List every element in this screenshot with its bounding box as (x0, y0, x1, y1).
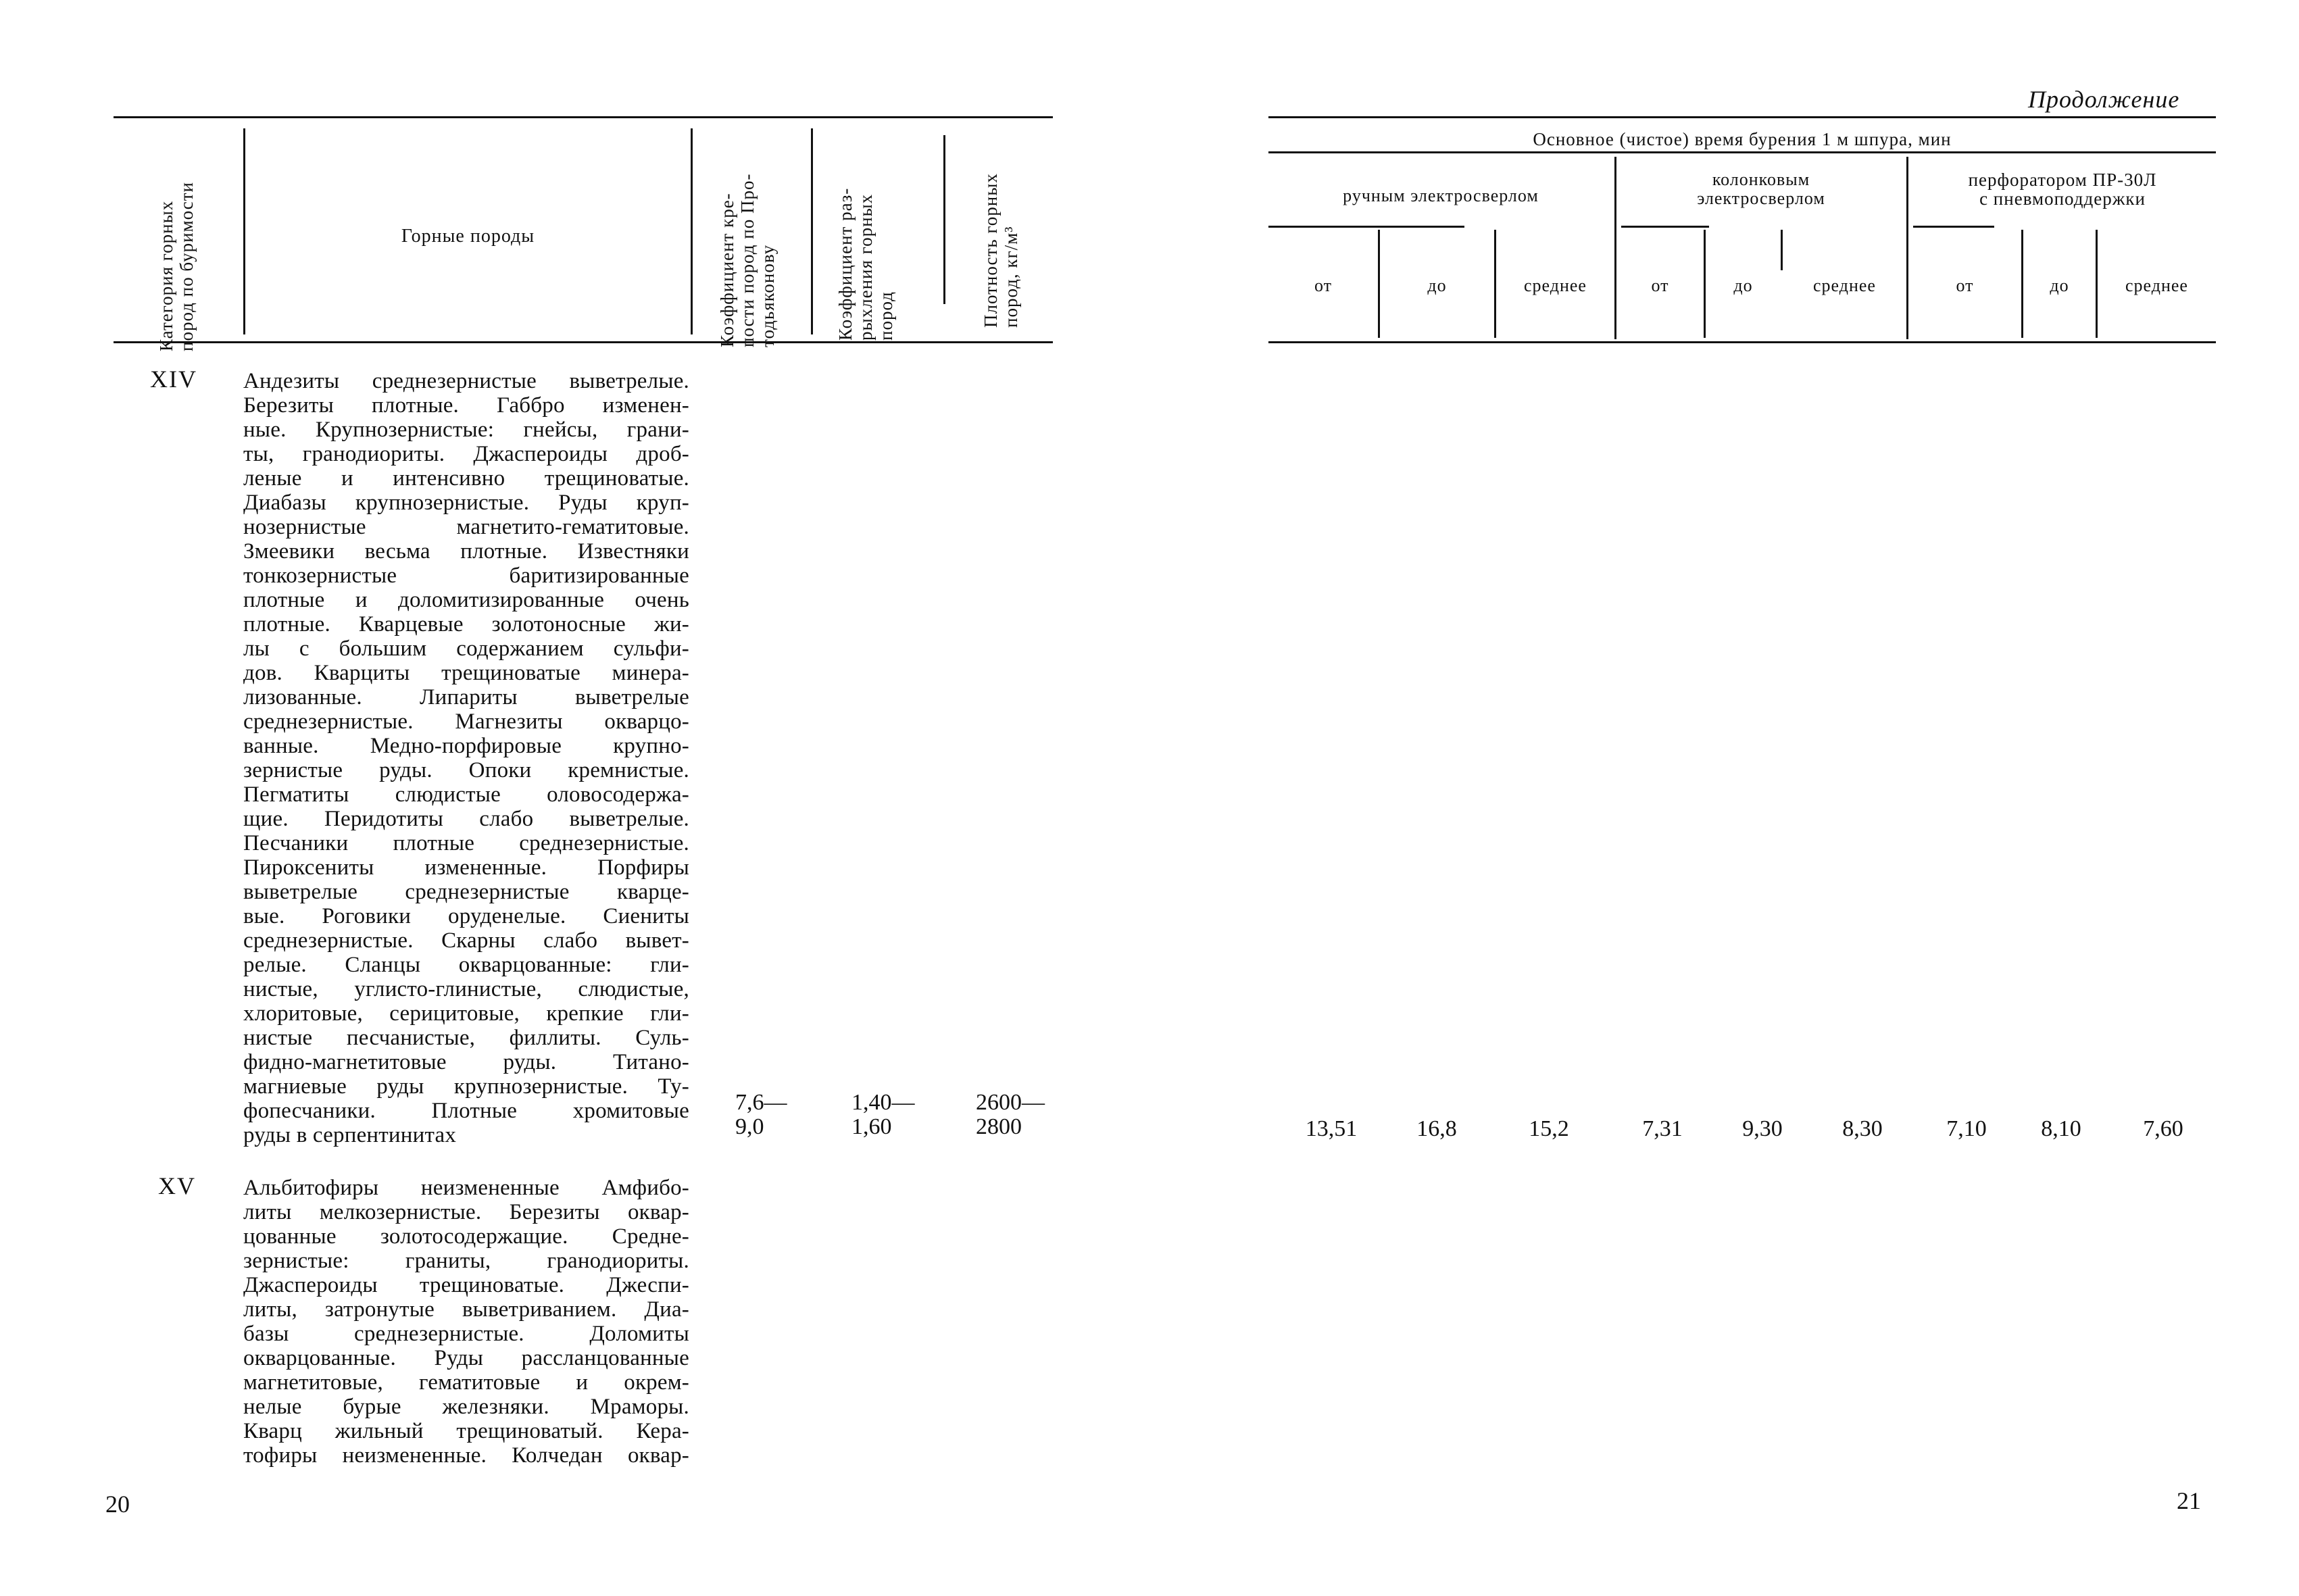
header-density-line: пород, кг/м³ (1001, 226, 1021, 328)
header-separator (811, 128, 813, 334)
group-rule (1268, 226, 1464, 228)
desc-line: тофиры неизмененные. Колчедан оквар- (243, 1443, 689, 1468)
desc-line: Песчаники плотные среднезернистые. (243, 831, 689, 855)
desc-line: Альбитофиры неизмененные Амфибо- (243, 1176, 689, 1200)
header-strength-line: тодьяконову (758, 244, 778, 347)
loosening-value: 1,40— (851, 1090, 915, 1115)
desc-line: ванные. Медно-порфировые крупно- (243, 734, 689, 758)
group-rule (1913, 226, 1994, 228)
group-header-column-drill (1617, 169, 1905, 209)
time-value: 15,2 (1529, 1116, 1569, 1141)
strength-value: 7,6— (735, 1090, 787, 1115)
main-header: Основное (чистое) время бурения 1 м шпура, мин (1533, 129, 1952, 149)
time-value: 7,31 (1642, 1116, 1683, 1141)
density-value: 2600— (976, 1090, 1045, 1115)
desc-line: нистые, углисто-глинистые, слюдистые, (243, 977, 689, 1001)
time-value: 8,10 (2041, 1116, 2081, 1141)
header-bottom-rule (1268, 341, 2216, 343)
desc-line: зернистые руды. Опоки кремнистые. (243, 758, 689, 782)
header-top-rule (1268, 116, 2216, 118)
subheader-to: до (1733, 276, 1753, 295)
header-category-line: Категория горных (156, 200, 176, 351)
desc-line: литы, затронутые выветриванием. Диа- (243, 1297, 689, 1322)
group-header-line: ручным электросверлом (1343, 186, 1539, 205)
desc-line: базы среднезернистые. Доломиты (243, 1322, 689, 1346)
sub-separator (1781, 230, 1783, 270)
loosening-value: 1,60 (851, 1114, 892, 1139)
desc-line: Андезиты среднезернистые выветрелые. (243, 369, 689, 393)
header-category-line: пород по буримости (176, 181, 197, 351)
desc-line: магнетитовые, гематитовые и окрем- (243, 1370, 689, 1395)
desc-line: Березиты плотные. Габбро изменен- (243, 393, 689, 418)
group-header-line: колонковым (1712, 170, 1810, 189)
header-separator (943, 135, 945, 304)
right-page (1150, 0, 2299, 1596)
page-number-right: 21 (2177, 1487, 2201, 1514)
desc-line: цованные золотосодержащие. Средне- (243, 1224, 689, 1249)
subheader-to: до (2050, 276, 2069, 295)
desc-line: ные. Крупнозернистые: гнейсы, грани- (243, 418, 689, 442)
subheader-from: от (1314, 276, 1333, 295)
header-strength (717, 145, 785, 347)
header-density (981, 139, 1028, 328)
desc-line: щие. Перидотиты слабо выветрелые. (243, 807, 689, 831)
desc-line: магниевые руды крупнозернистые. Ту- (243, 1074, 689, 1099)
header-bottom-rule (114, 341, 1053, 343)
header-strength-line: Коэффициент кре- (717, 193, 737, 347)
time-value: 9,30 (1742, 1116, 1783, 1141)
group-header-hand-drill (1268, 169, 1613, 223)
header-loosening-line: рыхления горных (856, 193, 876, 341)
desc-line: выветрелые среднезернистые кварце- (243, 880, 689, 904)
page-number-left: 20 (105, 1491, 130, 1518)
header-top-rule (114, 116, 1053, 118)
time-value: 13,51 (1305, 1116, 1358, 1141)
header-rocks: Горные породы (401, 226, 535, 247)
desc-line: леные и интенсивно трещиноватые. (243, 466, 689, 491)
header-loosening (835, 151, 903, 341)
desc-line: фидно-магнетитовые руды. Титано- (243, 1050, 689, 1074)
main-header-rule (1268, 151, 2216, 153)
category-xv: XV (158, 1172, 196, 1199)
desc-line: Диабазы крупнозернистые. Руды круп- (243, 491, 689, 515)
desc-line: среднезернистые. Скарны слабо вывет- (243, 928, 689, 953)
desc-line: лизованные. Липариты выветрелые (243, 685, 689, 709)
desc-line: лы с большим содержанием сульфи- (243, 637, 689, 661)
header-strength-line: пости пород по Про- (737, 173, 758, 347)
time-value: 7,10 (1946, 1116, 1987, 1141)
desc-line: руды в серпентинитах (243, 1123, 457, 1147)
header-density-line: Плотность горных (981, 173, 1001, 328)
desc-line: фопесчаники. Плотные хромитовые (243, 1099, 689, 1123)
desc-line: окварцованные. Руды рассланцованные (243, 1346, 689, 1370)
group-header-line: электросверлом (1697, 189, 1825, 208)
desc-line: нозернистые магнетито-гематитовые. (243, 515, 689, 539)
desc-line: зернистые: граниты, гранодиориты. (243, 1249, 689, 1273)
desc-line: Кварц жильный трещиноватый. Кера- (243, 1419, 689, 1443)
time-value: 16,8 (1416, 1116, 1457, 1141)
desc-line: тонкозернистые баритизированные (243, 564, 689, 588)
continuation-label: Продолжение (2028, 86, 2180, 113)
desc-line: плотные. Кварцевые золотоносные жи- (243, 612, 689, 637)
desc-line: дов. Кварциты трещиноватые минера- (243, 661, 689, 685)
desc-line: Змеевики весьма плотные. Известняки (243, 539, 689, 564)
desc-line: Джаспероиды трещиноватые. Джеспи- (243, 1273, 689, 1297)
group-separator (1614, 157, 1616, 339)
group-header-line: перфоратором ПР-30Л (1968, 170, 2157, 190)
desc-line: плотные и доломитизированные очень (243, 588, 689, 612)
desc-line: хлоритовые, серицитовые, крепкие гли- (243, 1001, 689, 1026)
subheader-average: среднее (1813, 276, 1876, 295)
subheader-from: от (1651, 276, 1669, 295)
desc-line: Пегматиты слюдистые оловосодержа- (243, 782, 689, 807)
category-xiv: XIV (150, 366, 197, 393)
strength-xiv (735, 1091, 787, 1139)
desc-line: литы мелкозернистые. Березиты оквар- (243, 1200, 689, 1224)
subheader-average: среднее (2125, 276, 2188, 295)
group-header-line: с пневмоподдержки (1979, 189, 2146, 209)
desc-line: нелые бурые железняки. Мраморы. (243, 1395, 689, 1419)
rocks-description-xv (243, 1176, 689, 1468)
desc-line: среднезернистые. Магнезиты окварцо- (243, 709, 689, 734)
density-xiv (976, 1091, 1045, 1139)
desc-line: Пироксениты измененные. Порфиры (243, 855, 689, 880)
header-category (156, 122, 224, 351)
group-header-perforator (1909, 169, 2216, 209)
subheader-from: от (1956, 276, 1974, 295)
rocks-description-xiv (243, 369, 689, 1147)
desc-line: релые. Сланцы окварцованные: гли- (243, 953, 689, 977)
loosening-xiv (851, 1091, 915, 1139)
header-separator (691, 128, 693, 334)
header-loosening-line: пород (876, 291, 896, 341)
group-separator (1906, 157, 1908, 339)
header-separator (243, 128, 245, 334)
desc-line: вые. Роговики оруденелые. Сиениты (243, 904, 689, 928)
strength-value: 9,0 (735, 1114, 764, 1139)
group-rule (1621, 226, 1709, 228)
desc-line: ты, гранодиориты. Джаспероиды дроб- (243, 442, 689, 466)
time-value: 8,30 (1842, 1116, 1883, 1141)
desc-line: нистые песчанистые, филлиты. Суль- (243, 1026, 689, 1050)
time-value: 7,60 (2143, 1116, 2183, 1141)
density-value: 2800 (976, 1114, 1022, 1139)
subheader-to: до (1427, 276, 1447, 295)
header-loosening-line: Коэффициент раз- (835, 187, 856, 341)
subheader-average: среднее (1524, 276, 1587, 295)
